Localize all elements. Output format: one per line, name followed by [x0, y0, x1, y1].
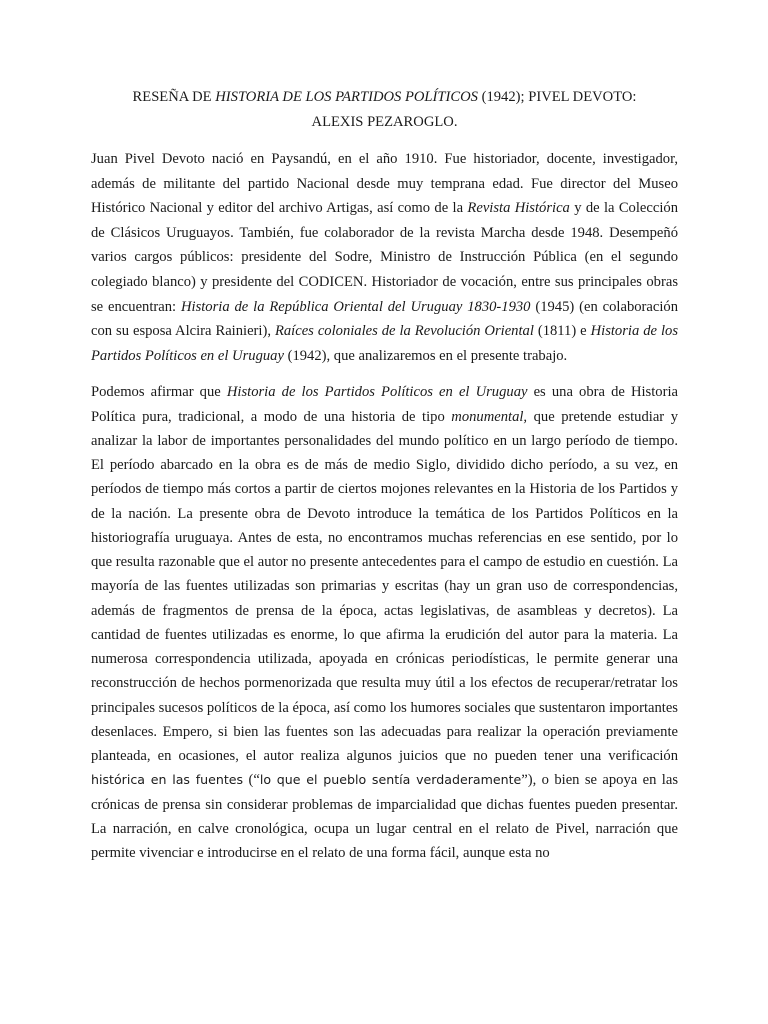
text-run: Juan Pivel Devoto nació en Paysandú, en el año 1910. Fue historiador, docente, investigador, además de militante del partido Nacional desde muy temprana edad. Fue director del Museo Histórico Nacional y editor del archivo Artigas, así como de la	[91, 151, 678, 217]
sans-run: lo que el pueblo sentía verdaderamente	[259, 772, 522, 788]
text-run: (1945) (en colaboración con su esposa Alcira Rainieri),	[91, 298, 678, 340]
italic-run: Historia de la República Oriental del Uruguay 1830-1930	[180, 298, 531, 315]
title-suffix: (1942); PIVEL DEVOTO:	[477, 89, 637, 105]
italic-run: Historia de los Partidos Políticos en el Uruguay	[91, 323, 678, 364]
paragraph-biography	[91, 147, 678, 368]
document-title	[91, 85, 678, 135]
text-run: (“	[243, 772, 260, 789]
title-book-name: HISTORIA DE LOS PARTIDOS POLÍTICOS	[215, 89, 478, 105]
paragraph-analysis	[91, 380, 678, 865]
italic-run: monumental,	[451, 408, 528, 425]
text-run: que pretende estudiar y analizar la labor de importantes personalidades del mundo político en un largo período de tiempo. El período abarcado en la obra es de más de medio Siglo, dividido dicho período, a su vez, en períodos de tiempo más cortos a partir de ciertos mojones relevantes en la Historia de los Partidos y de la nación. La presente obra de Devoto introduce la temática de los Partidos Políticos en la historiografía uruguaya. Antes de esta, no encontramos muchas referencias en ese sentido, por lo que resulta razonable que el autor no presente antecedentes para el campo de estudio en cuestión. La mayoría de las fuentes utilizadas son primarias y escritas (hay un gran uso de correspondencias, además de fragmentos de prensa de la época, actas legislativas, de asambleas y decretos). La cantidad de fuentes utilizadas es enorme, lo que afirma la erudición del autor para la materia. La numerosa correspondencia utilizada, apoyada en crónicas periodísticas, le permite generar una reconstrucción de hechos pormenorizada que resulta muy útil a los efectos de recuperar/retratar los principales sucesos políticos de la época, así como los humores sociales que sustentaron importantes desenlaces. Empero, si bien las fuentes son las adecuadas para realizar la operación previamente planteada, en ocasiones, el autor realiza algunos juicios que no pueden tener una verificación	[91, 408, 678, 765]
text-run: y de la Colección de Clásicos Uruguayos. También, fue colaborador de la revista Marcha desde 1948. Desempeñó varios cargos públicos: presidente del Sodre, Ministro de Instrucción Pública (en el segundo colegiado blanco) y presidente del CODICEN. Historiador de vocación, entre sus principales obras se encuentran:	[91, 200, 678, 315]
text-run: (1942), que analizaremos en el presente trabajo.	[283, 347, 568, 364]
italic-run: Raíces coloniales de la Revolución Oriental	[274, 323, 534, 340]
italic-run: Historia de los Partidos Políticos en el Uruguay	[226, 384, 528, 401]
italic-run: Revista Histórica	[467, 200, 570, 217]
text-run: (1811) e	[533, 323, 591, 340]
text-run: ”), o bien se apoya en las crónicas de prensa sin considerar problemas de imparcialidad que dichas fuentes pueden presentar. La narración, en calve cronológica, ocupa un lugar central en el relato de Pivel, narración que permite vivenciar e introducirse en el relato de una forma fácil, aunque esta no	[91, 772, 678, 862]
title-prefix: RESEÑA DE	[132, 89, 216, 105]
sans-run: histórica en las fuentes	[91, 772, 244, 788]
text-run: es una obra de Historia Política pura, tradicional, a modo de una historia de tipo	[91, 384, 678, 425]
title-line-1	[91, 85, 678, 110]
title-author: ALEXIS PEZAROGLO.	[311, 114, 458, 130]
text-run: Podemos afirmar que	[91, 384, 227, 401]
